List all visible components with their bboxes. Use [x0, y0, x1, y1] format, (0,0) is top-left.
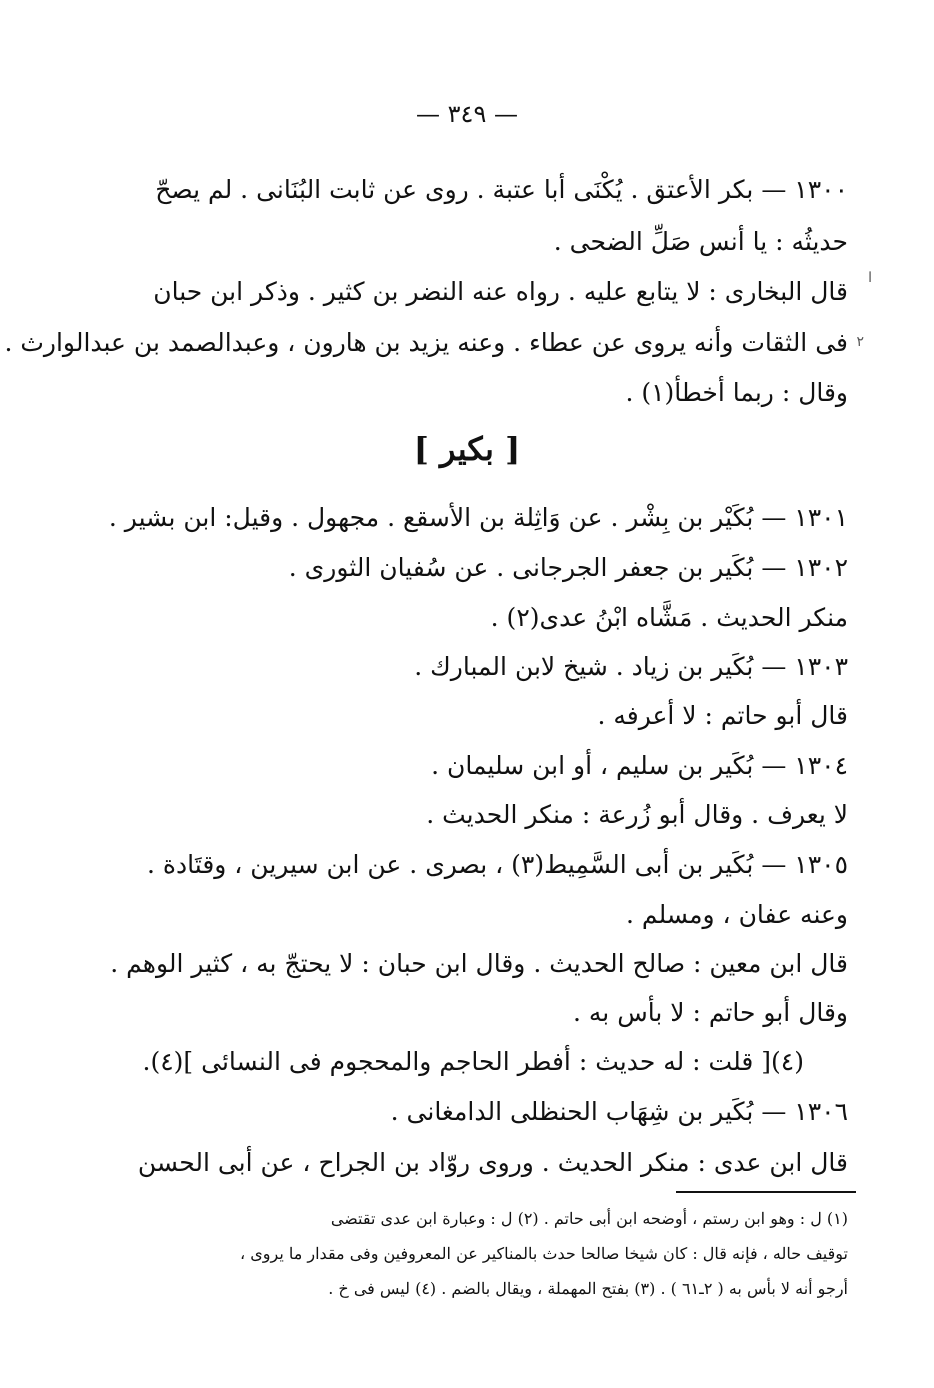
entry-1305-line-1: ١٣٠٥ — بُكَير بن أبى السَّمِيط(٣) ، بصرى . عن ابن سيرين ، وقتَادة .	[147, 850, 848, 879]
entry-1304-line-1: ١٣٠٤ — بُكَير بن سليم ، أو ابن سليمان .	[431, 751, 848, 780]
footnote-line-1: (١) ل : وهو ابن رستم ، أوضحه ابن أبى حاتم . (٢) ل : وعبارة ابن عدى تقتضى	[330, 1209, 848, 1228]
entry-1303-line-1: ١٣٠٣ — بُكَير بن زياد . شيخ لابن المبارك .	[414, 652, 848, 681]
footnote-divider	[676, 1191, 856, 1193]
entry-1302-line-1: ١٣٠٢ — بُكَير بن جعفر الجرجانى . عن سُفيان الثورى .	[288, 553, 848, 582]
margin-mark-1: ا	[868, 270, 872, 286]
entry-1306-line-1: ١٣٠٦ — بُكَير بن شِهَاب الحنظلى الدامغانى .	[390, 1097, 848, 1126]
margin-mark-2: ٢	[856, 334, 864, 350]
entry-1305-line-3: قال ابن معين : صالح الحديث . وقال ابن حبان : لا يحتجّ به ، كثير الوهم .	[110, 949, 848, 978]
entry-1300-line-5: وقال : ربما أخطأ(١) .	[625, 378, 848, 407]
entry-1300-line-3: قال البخارى : لا يتابع عليه . رواه عنه النضر بن كثير . وذكر ابن حبان	[153, 277, 848, 306]
section-heading: [ بكير ]	[413, 430, 521, 468]
entry-1306-line-2: قال ابن عدى : منكر الحديث . وروى روّاد بن الجراح ، عن أبى الحسن	[137, 1148, 848, 1177]
footnote-line-2: توقيف حاله ، فإنه قال : كان شيخا صالحا حدث بالمناكير عن المعروفين وفى مقدار ما يروى ،	[239, 1244, 848, 1263]
entry-1302-line-2: منكر الحديث . مَشَّاه ابْنُ عدى(٢) .	[490, 603, 848, 632]
entry-1300-line-1: ١٣٠٠ — بكر الأعتق . يُكْنَى أبا عتبة . روى عن ثابت البُنَانى . لم يصحّ	[155, 175, 848, 204]
entry-1305-line-5: (٤)[ قلت : له حديث : أفطر الحاجم والمحجوم فى النسائى ](٤).	[142, 1047, 804, 1076]
entry-1300-line-4: فى الثقات وأنه يروى عن عطاء . وعنه يزيد بن هارون ، وعبدالصمد بن عبدالوارث .	[4, 328, 848, 357]
entry-1301: ١٣٠١ — بُكَيْر بن بِشْر . عن وَاثِلة بن الأسقع . مجهول . وقيل: ابن بشير .	[108, 503, 848, 532]
entry-1305-line-4: وقال أبو حاتم : لا بأس به .	[573, 998, 848, 1027]
entry-1305-line-2: وعنه عفان ، ومسلم .	[626, 900, 848, 929]
entry-1304-line-2: لا يعرف . وقال أبو زُرعة : منكر الحديث .	[426, 800, 848, 829]
page-number: — ٣٤٩ —	[416, 100, 518, 128]
footnote-line-3: أرجو أنه لا بأس به ( ٢ـ٦١ ) . (٣) بفتح المهملة ، ويقال بالضم . (٤) ليس فى خ .	[328, 1279, 848, 1298]
entry-1300-line-2: حديثُه : يا أنس صَلِّ الضحى .	[553, 227, 848, 256]
entry-1303-line-2: قال أبو حاتم : لا أعرفه .	[597, 701, 848, 730]
